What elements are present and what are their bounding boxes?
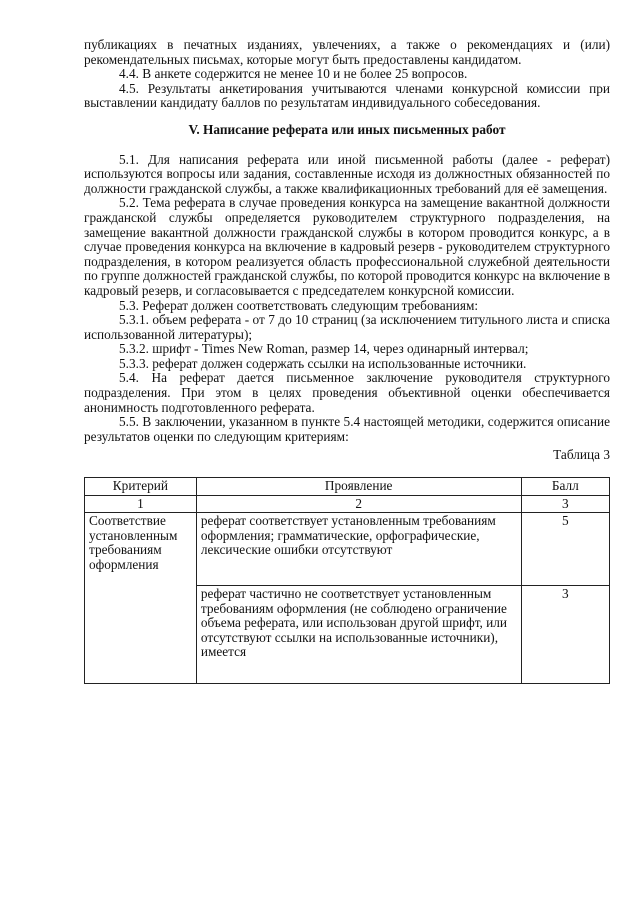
criterion-label: Соответствие установленным требованиям оформления	[89, 513, 178, 572]
document-body	[84, 38, 610, 684]
paragraph-5-3-3: 5.3.3. реферат должен содержать ссылки на использованные источники.	[119, 355, 527, 371]
manifestation-text: реферат соответствует установленным требованиям оформления; грамматические, орфографические, лексические ошибки отсутствуют	[200, 513, 496, 558]
section-heading: V. Написание реферата или иных письменных работ	[188, 121, 506, 137]
score-cell: 5	[521, 513, 609, 586]
column-number-1: 1	[85, 495, 197, 513]
table-row	[85, 513, 610, 586]
column-number-3: 3	[521, 495, 609, 513]
table-number-row	[85, 495, 610, 513]
score-cell: 3	[521, 586, 609, 684]
paragraph-5-3-1: 5.3.1. объем реферата - от 7 до 10 страниц (за исключением титульного листа и списка использованной литературы);	[84, 312, 610, 342]
header-score: Балл	[521, 478, 609, 496]
criterion-cell	[85, 513, 197, 684]
paragraph-4-4: 4.4. В анкете содержится не менее 10 и не более 25 вопросов.	[119, 66, 468, 82]
paragraph-5-4: 5.4. На реферат дается письменное заключение руководителя структурного подразделения. При этом в целях проведения объективной оценки обеспечивается анонимность подготовленного реферата.	[84, 370, 610, 415]
table-caption: Таблица 3	[553, 447, 610, 463]
header-criterion: Критерий	[85, 478, 197, 496]
column-number-2: 2	[196, 495, 521, 513]
paragraph-5-3-2: 5.3.2. шрифт - Times New Roman, размер 14, через одинарный интервал;	[119, 341, 529, 357]
paragraph-4-5: 4.5. Результаты анкетирования учитываются членами конкурсной комиссии при выставлении кандидату баллов по результатам индивидуального собеседования.	[84, 80, 610, 111]
table-header-row	[85, 478, 610, 496]
paragraph-5-2: 5.2. Тема реферата в случае проведения конкурса на замещение вакантной должности гражданской службы определяется руководителем структурного подразделения, на замещение вакантной должности гражданской службы в котором проводится конкурс, а в случае проведения конкурса на включение в кадровый резерв - руководителем структурного подразделения, в котором реализуется область профессиональной служебной деятельности по группе должностей гражданской службы, по которой проводится конкурс на включение в кадровый резерв, и согласовывается с председателем конкурсной комиссии.	[84, 195, 610, 298]
paragraph-5-1: 5.1. Для написания реферата или иной письменной работы (далее - реферат) используются вопросы или задания, составленные исходя из должностных обязанностей по должности гражданской службы, а также квалификационных требований для её замещения.	[84, 151, 610, 196]
manifestation-cell	[196, 586, 521, 684]
manifestation-text: реферат частично не соответствует установленным требованиям оформления (не соблюдено ограничение объема реферата, или использован другой шрифт, или отсутствуют ссылки на использованные источники), имеется	[200, 586, 508, 660]
manifestation-cell	[196, 513, 521, 586]
paragraph-5-3: 5.3. Реферат должен соответствовать следующим требованиям:	[119, 297, 479, 313]
header-manifestation: Проявление	[196, 478, 521, 496]
paragraph-4-3-continuation: публикациях в печатных изданиях, увлечениях, а также о рекомендациях и (или) рекомендательных письмах, которые могут быть предоставлены кандидатом.	[84, 37, 610, 67]
paragraph-5-5: 5.5. В заключении, указанном в пункте 5.4 настоящей методики, содержится описание результатов оценки по следующим критериям:	[84, 414, 610, 444]
criteria-table	[84, 477, 610, 684]
